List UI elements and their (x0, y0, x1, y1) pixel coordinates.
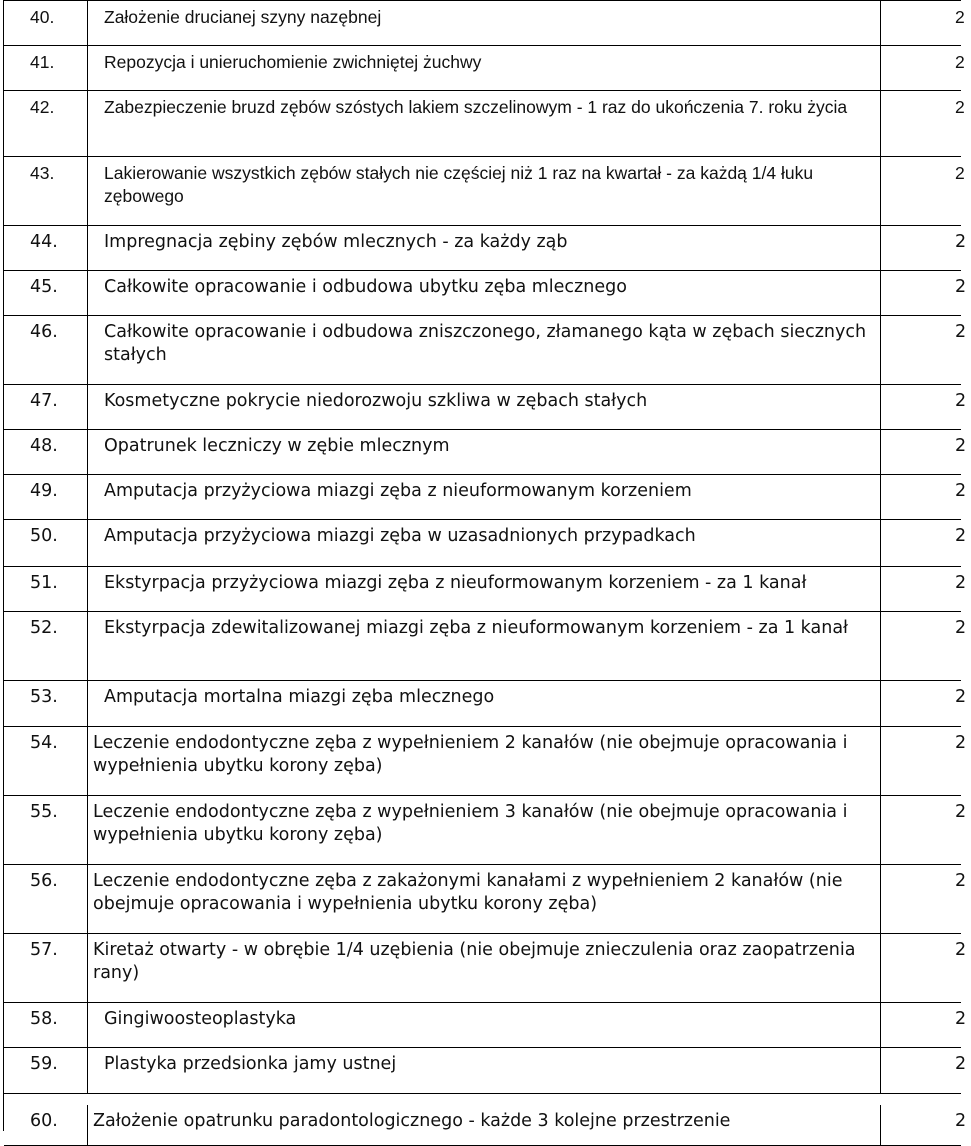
table-row (4, 385, 967, 430)
row-number: 56. (30, 871, 58, 891)
row-description: Ekstyrpacja przyżyciowa miazgi zęba z nieuformowanym korzeniem - za 1 kanał (104, 573, 807, 593)
row-number: 42. (30, 97, 55, 117)
row-number-cell (4, 271, 88, 315)
row-description-cell (88, 1, 881, 45)
row-number-cell (4, 1003, 88, 1047)
table-row (4, 1003, 967, 1048)
table-row (4, 612, 967, 681)
row-value: 2 (955, 481, 967, 501)
row-value-cell (881, 1003, 971, 1047)
row-value-cell (881, 612, 971, 680)
row-value-cell (881, 430, 971, 474)
row-description: Zabezpieczenie bruzd zębów szóstych lakiem szczelinowym - 1 raz do ukończenia 7. roku życia (104, 97, 848, 117)
row-number-cell (4, 226, 88, 270)
row-number: 59. (30, 1054, 58, 1074)
row-value: 2 (955, 232, 967, 252)
row-value: 2 (955, 573, 967, 593)
row-value-cell (881, 91, 971, 156)
row-value: 2 (955, 163, 965, 183)
row-description-cell (88, 865, 881, 933)
row-value: 2 (955, 733, 967, 753)
row-number: 54. (30, 733, 58, 753)
row-value-cell (881, 727, 971, 795)
row-number-cell (4, 865, 88, 933)
table-row (4, 681, 967, 727)
row-description-cell (88, 430, 881, 474)
row-number-cell (4, 46, 88, 90)
procedures-table (3, 0, 967, 1131)
row-value-cell (881, 1105, 971, 1145)
row-value: 2 (955, 436, 967, 456)
row-number: 55. (30, 802, 58, 822)
row-value-cell (881, 226, 971, 270)
row-number: 46. (30, 322, 58, 342)
row-value: 2 (955, 1111, 967, 1131)
row-number-cell (4, 91, 88, 156)
row-value-cell (881, 46, 971, 90)
row-value-cell (881, 271, 971, 315)
row-description: Całkowite opracowanie i odbudowa zniszczonego, złamanego kąta w zębach siecznych stałych (104, 322, 867, 365)
row-description: Lakierowanie wszystkich zębów stałych nie częściej niż 1 raz na kwartał - za każdą 1/4 łuku zębowego (104, 163, 814, 206)
row-description-cell (88, 520, 881, 566)
row-value-cell (881, 1, 971, 45)
row-description-cell (88, 612, 881, 680)
row-number-cell (4, 681, 88, 726)
row-number: 47. (30, 391, 58, 411)
row-value-cell (881, 1048, 971, 1093)
row-value: 2 (955, 1054, 967, 1074)
row-number: 50. (30, 526, 58, 546)
row-description: Amputacja przyżyciowa miazgi zęba z nieuformowanym korzeniem (104, 481, 692, 501)
row-description: Kosmetyczne pokrycie niedorozwoju szkliwa w zębach stałych (104, 391, 648, 411)
row-number-cell (4, 430, 88, 474)
row-description: Amputacja mortalna miazgi zęba mlecznego (104, 687, 495, 707)
table-row (4, 226, 967, 271)
row-number: 60. (30, 1111, 58, 1131)
row-number-cell (4, 157, 88, 225)
row-description-cell (88, 271, 881, 315)
row-description-cell (88, 46, 881, 90)
row-value: 2 (955, 7, 965, 27)
row-description-cell (88, 91, 881, 156)
row-description: Ekstyrpacja zdewitalizowanej miazgi zęba z nieuformowanym korzeniem - za 1 kanał (104, 618, 849, 638)
table-row (4, 796, 967, 865)
row-description-cell (88, 934, 881, 1002)
row-description: Leczenie endodontyczne zęba z zakażonymi kanałami z wypełnieniem 2 kanałów (nie obejmuje opracowania i wypełnienia ubytku korony zęba) (93, 871, 843, 914)
row-value: 2 (955, 97, 965, 117)
row-number: 44. (30, 232, 58, 252)
row-number: 57. (30, 940, 58, 960)
row-number-cell (4, 612, 88, 680)
row-description: Założenie drucianej szyny nazębnej (104, 7, 382, 27)
row-number: 41. (30, 52, 55, 72)
row-description: Założenie opatrunku paradontologicznego - każde 3 kolejne przestrzenie (93, 1111, 731, 1131)
row-number: 52. (30, 618, 58, 638)
row-value-cell (881, 796, 971, 864)
row-number: 58. (30, 1009, 58, 1029)
table-row (4, 727, 967, 796)
row-value: 2 (955, 526, 967, 546)
row-description: Opatrunek leczniczy w zębie mlecznym (104, 436, 450, 456)
row-description-cell (88, 796, 881, 864)
row-value: 2 (955, 391, 967, 411)
row-value-cell (881, 865, 971, 933)
row-description-cell (88, 385, 881, 429)
row-description-cell (88, 1105, 881, 1145)
table-row (4, 520, 967, 567)
row-number-cell (4, 520, 88, 566)
row-number: 40. (30, 7, 55, 27)
row-description-cell (88, 1003, 881, 1047)
row-value: 2 (955, 618, 967, 638)
row-description: Plastyka przedsionka jamy ustnej (104, 1054, 397, 1074)
row-description: Leczenie endodontyczne zęba z wypełnieniem 3 kanałów (nie obejmuje opracowania i wypełnienia ubytku korony zęba) (93, 802, 848, 845)
table-row (4, 475, 967, 520)
row-description: Gingiwoosteoplastyka (104, 1009, 297, 1029)
row-value: 2 (955, 687, 967, 707)
table-row (4, 46, 965, 91)
row-number: 45. (30, 277, 58, 297)
table-row (4, 91, 965, 157)
row-value-cell (881, 385, 971, 429)
row-description-cell (88, 157, 881, 225)
row-value-cell (881, 316, 971, 384)
row-number-cell (4, 934, 88, 1002)
row-description-cell (88, 567, 881, 611)
row-number-cell (4, 567, 88, 611)
row-description: Całkowite opracowanie i odbudowa ubytku zęba mlecznego (104, 277, 627, 297)
row-description-cell (88, 226, 881, 270)
row-description-cell (88, 681, 881, 726)
row-number-cell (4, 385, 88, 429)
row-value-cell (881, 681, 971, 726)
row-value: 2 (955, 1009, 967, 1029)
table-row (4, 1048, 967, 1094)
row-description-cell (88, 727, 881, 795)
table-row (4, 157, 965, 226)
row-description: Leczenie endodontyczne zęba z wypełnieniem 2 kanałów (nie obejmuje opracowania i wypełnienia ubytku korony zęba) (93, 733, 848, 776)
table-row (4, 271, 967, 316)
row-description: Repozycja i unieruchomienie zwichniętej żuchwy (104, 52, 482, 72)
row-number-cell (4, 1048, 88, 1093)
table-row (4, 934, 967, 1003)
table-row (4, 430, 967, 475)
row-description-cell (88, 475, 881, 519)
row-value-cell (881, 520, 971, 566)
row-number-cell (4, 475, 88, 519)
row-number-cell (4, 1, 88, 45)
row-description: Impregnacja zębiny zębów mlecznych - za każdy ząb (104, 232, 568, 252)
row-value: 2 (955, 802, 967, 822)
row-value: 2 (955, 277, 967, 297)
row-value: 2 (955, 940, 967, 960)
row-value: 2 (955, 322, 967, 342)
row-value-cell (881, 934, 971, 1002)
row-number: 53. (30, 687, 58, 707)
table-row (4, 567, 967, 612)
row-number: 51. (30, 573, 58, 593)
row-value: 2 (955, 871, 967, 891)
row-value: 2 (955, 52, 965, 72)
row-description-cell (88, 316, 881, 384)
table-row (4, 865, 967, 934)
row-number-cell (4, 1105, 88, 1145)
row-value-cell (881, 157, 971, 225)
table-row (4, 1105, 967, 1146)
row-number: 43. (30, 163, 55, 183)
table-row (4, 316, 967, 385)
row-number-cell (4, 316, 88, 384)
row-number: 49. (30, 481, 58, 501)
table-row (4, 1, 965, 46)
row-description-cell (88, 1048, 881, 1093)
row-value-cell (881, 475, 971, 519)
row-number-cell (4, 796, 88, 864)
row-value-cell (881, 567, 971, 611)
row-description: Amputacja przyżyciowa miazgi zęba w uzasadnionych przypadkach (104, 526, 696, 546)
row-number: 48. (30, 436, 58, 456)
row-number-cell (4, 727, 88, 795)
row-description: Kiretaż otwarty - w obrębie 1/4 uzębienia (nie obejmuje znieczulenia oraz zaopatrzenia rany) (93, 940, 856, 983)
